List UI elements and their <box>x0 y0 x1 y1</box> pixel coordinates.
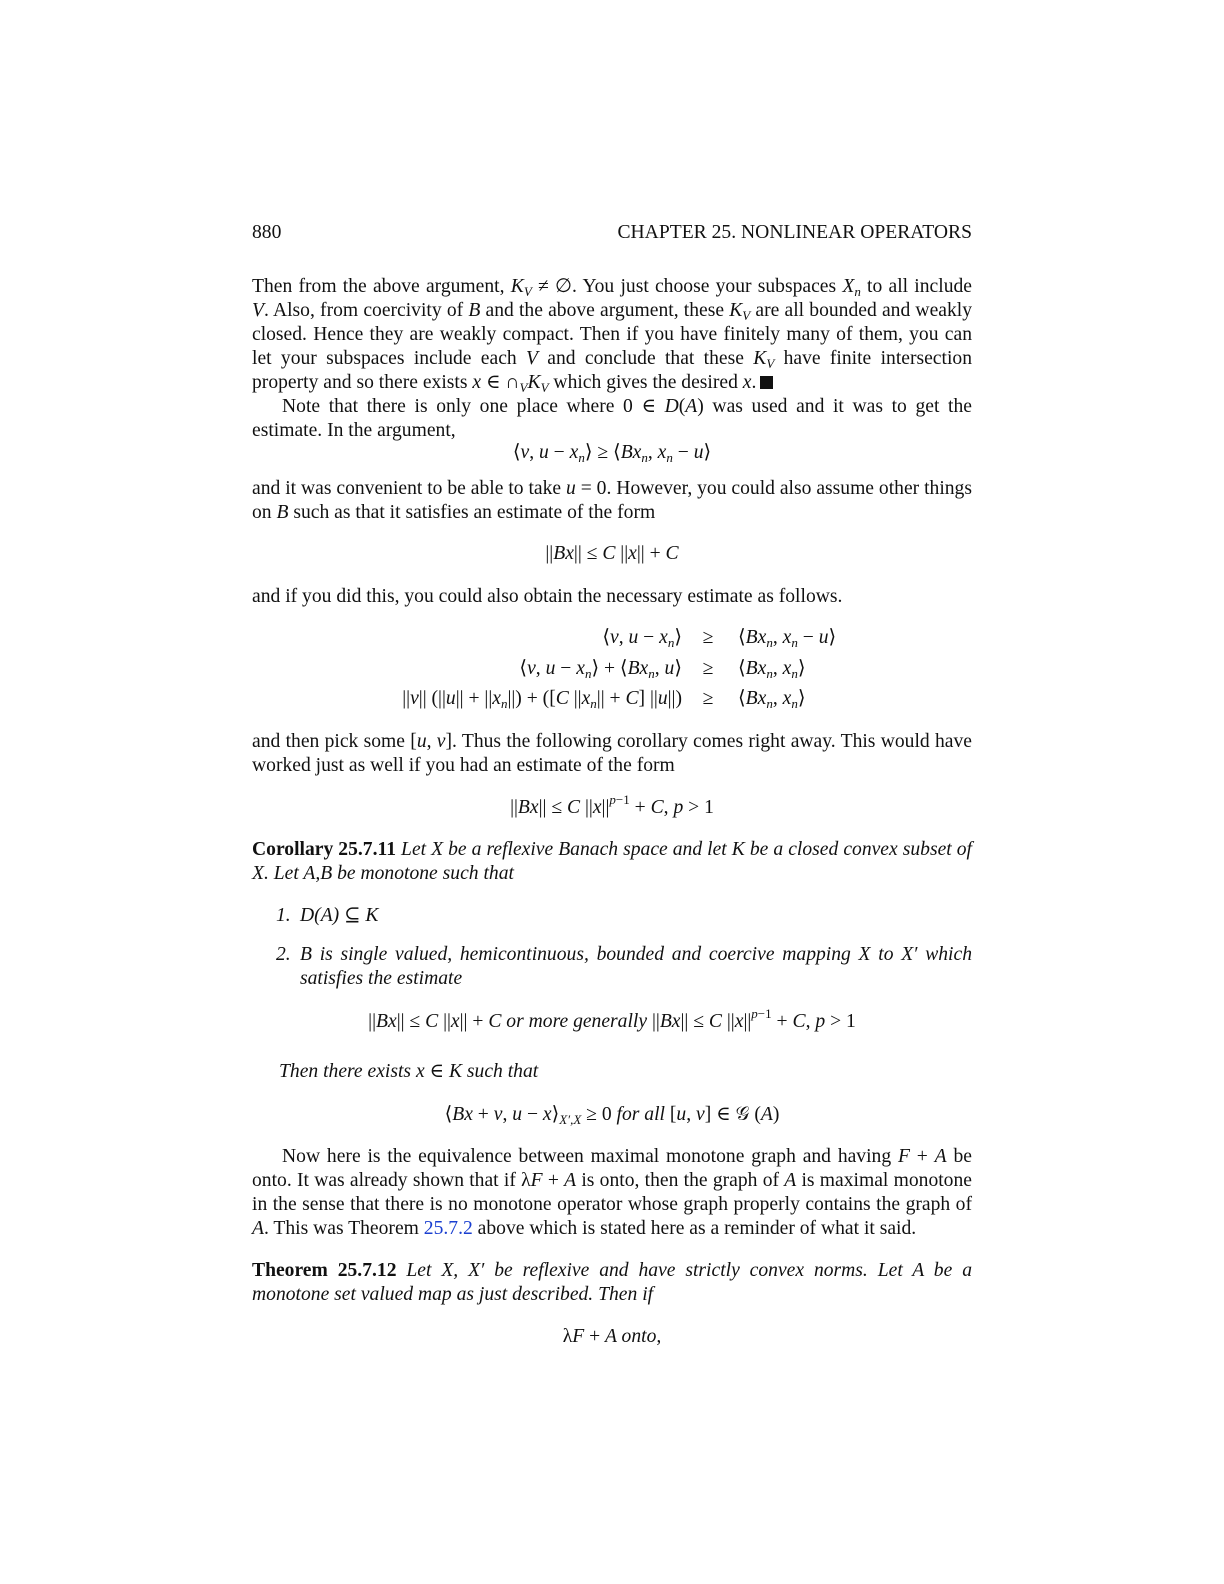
equation-estimate-condition: ||Bx|| ≤ C ||x|| + C or more generally ||Bx|| ≤ C $||x||^{p-1} + C$, p > 1 <box>368 1006 856 1032</box>
equation-power-bound: ||Bx|| ≤ C $||x||^{p-1} + C$, p > 1 <box>510 792 714 818</box>
paragraph-pick: and then pick some [u, v]. Thus the following corollary comes right away. This would have worked just as well if you had an estimate of the form <box>252 731 972 776</box>
theorem-label: Theorem 25.7.12 <box>252 1260 397 1281</box>
equivalence-paragraph: Now here is the equivalence between maximal monotone graph and having F + A be onto. It was already shown that if λF + A is onto, then the graph of A is maximal monotone in the sense that there is no monotone operator whose graph properly contains the graph of A. This was Theorem 25.7.2 above which is stated here as a reminder of what it said. <box>252 1146 972 1239</box>
equation-linear-bound: ||Bx|| ≤ C ||x|| + C <box>545 543 679 564</box>
equation-variational: ⟨Bx + v, $u - x⟩_{X',X} \ge 0$ for all [u, v] ∈ 𝒢 (A) <box>444 1104 780 1127</box>
derivation-line-1: ⟨v, $u - x_n⟩$ ≥ $⟨Bx_n$, $x_n$ − u⟩ <box>602 627 837 650</box>
paragraph-follows: and if you did this, you could also obtain the necessary estimate as follows. <box>252 586 843 607</box>
equation-onto: λF + A onto, <box>562 1326 662 1347</box>
paragraph-u-zero: and it was convenient to be able to take u = 0. However, you could also assume other things on B such as that it satisfies an estimate of the form <box>252 478 972 523</box>
corollary-statement: Corollary 25.7.11 Let X be a reflexive Banach space and let K be a closed convex subset of X. Let A,B be monotone such that <box>252 839 972 884</box>
corollary-label: Corollary 25.7.11 <box>252 839 396 860</box>
running-header <box>252 221 972 247</box>
corollary-conclusion: Then there exists x ∈ K such that <box>279 1061 539 1082</box>
derivation-line-2: ⟨v, $u - x_n⟩$ + $⟨Bx_n$, u⟩ ≥ $⟨Bx_n$, $x_n⟩$ <box>519 658 806 681</box>
derivation-line-3: ||v|| $(||u|| + ||x_n||) + ([C$ $||x_n|| + C$] ||u||) ≥ $⟨Bx_n$, $x_n⟩$ <box>402 688 806 711</box>
theorem-reference-link[interactable]: 25.7.2 <box>423 1218 473 1239</box>
chapter-title: CHAPTER 25. NONLINEAR OPERATORS <box>617 222 972 243</box>
page-number: 880 <box>252 222 282 243</box>
qed-square-icon <box>760 376 773 389</box>
note-paragraph: Note that there is only one place where 0 ∈ D(A) was used and it was to get the estimate. In the argument, <box>252 396 972 441</box>
theorem-statement: Theorem 25.7.12 Let X, X′ be reflexive and have strictly convex norms. Let A be a monotone set valued map as just described. Then if <box>252 1260 972 1305</box>
intro-paragraph: Then from the above argument, $K_V$ ≠ ∅. You just choose your subspaces $X_n$ to all include V. Also, from coercivity of B and the above argument, these $K_V$ are all bounded and weakly closed. Hence they are weakly compact. Then if you have finitely many of them, you can let your subspaces include each V and conclude that these $K_V$ have finite intersection property and so there exists x ∈ $\cap_VK_V$ which gives the desired x. <box>252 276 972 395</box>
equation-inequality-1: ⟨v, $u - x_n⟩$ ≥ $⟨Bx_n$, $x_n$ − u⟩ <box>512 442 712 465</box>
